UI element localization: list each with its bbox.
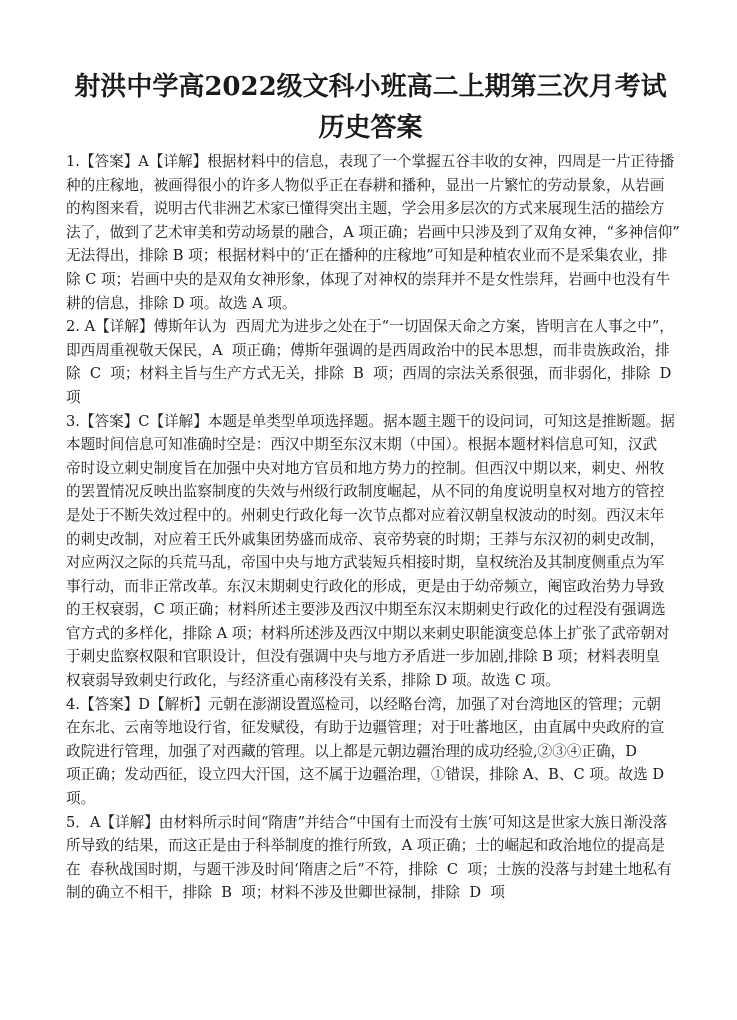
answer-line: 的罢置情况反映出监察制度的失效与州级行政制度崛起，从不同的角度说明皇权对地方的管控 <box>66 483 665 501</box>
answer-item-2 <box>66 315 675 409</box>
answer-line: 于刺史监察权限和官职设计，但没有强调中央与地方矛盾进一步加剧,排除 B 项；材料表明皇 <box>66 648 660 666</box>
answer-line: 的王权衰弱，C 项正确；材料所述主要涉及西汉中期至东汉末期刺史行政化的过程没有强调选 <box>66 601 666 619</box>
answer-line: 制的确立不相干，排除 B 项；材料不涉及世卿世禄制，排除 D 项 <box>66 884 505 902</box>
document-subtitle: 历史答案 <box>318 113 423 143</box>
answer-line: 所导致的结果，而这正是由于科举制度的推行所致，A 项正确；士的崛起和政治地位的提高是 <box>66 837 665 855</box>
answer-line: 是处于不断失效过程中的。州刺史行政化每一次节点都对应着汉朝皇权波动的时刻。西汉末年 <box>66 506 665 524</box>
answer-line: 项正确；发动西征，设立四大汗国，这不属于边疆治理，①错误，排除 A、B、C 项。故选 D <box>66 766 665 784</box>
answer-line: 事行动，而非正常改革。东汉末期刺史行政化的形成，更是由于幼帝频立，阉宦政治势力导致 <box>66 577 665 595</box>
answer-line: 本题时间信息可知准确时空是：西汉中期至东汉末期（中国）。根据本题材料信息可知，汉武 <box>66 436 658 454</box>
answer-line: 3.【答案】C【详解】本题是单类型单项选择题。据本题主题干的设问词，可知这是推断题。据 <box>66 412 675 430</box>
answer-line: 在东北、云南等地设行省，征发赋役，有助于边疆管理；对于吐蕃地区，由直属中央政府的宣 <box>66 719 665 737</box>
answer-item-1 <box>66 150 680 315</box>
answer-line: 4.【答案】D【解析】元朝在澎湖设置巡检司，以经略台湾，加强了对台湾地区的管理；元朝 <box>66 695 661 713</box>
answer-line: 无法得出，排除 B 项；根据材料中的‘正在播种的庄稼地”可知是种植农业而不是采集农业，排 <box>66 247 668 265</box>
answer-line: 1.【答案】A【详解】根据材料中的信息，表现了一个掌握五谷丰收的女神，四周是一片正待播 <box>66 153 675 170</box>
answer-line: 2. A【详解】傅斯年认为 西周尤为进步之处在于“一切固保天命之方案，皆明言在人事之中”， <box>66 318 674 336</box>
answer-line: 5．A【详解】由材料所示时间“隋唐”并结合“中国有士而没有士族’可知这是世家大族日渐没落 <box>66 813 668 831</box>
answer-item-5 <box>66 811 675 905</box>
answer-line: 官方式的多样化，排除 A 项；材料所述涉及西汉中期以来刺史职能演变总体上扩张了武帝朝对 <box>66 624 670 642</box>
answer-item-4 <box>66 693 675 811</box>
document-title: 射洪中学高2022级文科小班高二上期第三次月考试 <box>74 72 667 102</box>
answer-line: 法了，做到了艺术审美和劳动场景的融合，A 项正确；岩画中只涉及到了双角女神，“多神信仰” <box>66 223 680 241</box>
answer-line: 对应两汉之际的兵荒马乱，帝国中央与地方武装短兵相接时期，皇权统治及其制度侧重点为军 <box>66 554 665 572</box>
answer-line: 的刺史改制，对应着王氏外戚集团势盛而成帝、哀帝势衰的时期；王莽与东汉初的刺史改制， <box>66 530 665 548</box>
answer-line: 的构图来看，说明古代非洲艺术家已懂得突出主题，学会用多层次的方式来展现生活的描绘方 <box>66 200 665 218</box>
answer-line: 政院进行管理，加强了对西藏的管理。以上都是元朝边疆治理的成功经验,②③④正确，D <box>66 742 637 760</box>
answer-line: 在 春秋战国时期，与题干涉及时间‘隋唐之后”不符，排除 C 项；士族的没落与封建土地私有 <box>66 860 672 878</box>
answer-line: 权衰弱导致刺史行政化，与经济重心南移没有关系，排除 D 项。故选 C 项。 <box>66 672 560 690</box>
answer-line: 项。 <box>66 790 96 808</box>
answer-line: 除 C 项；材料主旨与生产方式无关，排除 B 项；西周的宗法关系很强，而非弱化，排除 D <box>66 365 672 383</box>
answer-item-3 <box>66 410 675 693</box>
answer-line: 除 C 项；岩画中央的是双角女神形象，体现了对神权的崇拜并不是女性崇拜，岩画中也没有牛 <box>66 270 671 288</box>
answer-line: 即西周重视敬天保民，A 项正确；傅斯年强调的是西周政治中的民本思想，而非贵族政治，排 <box>66 341 670 359</box>
answer-line: 种的庄稼地，被画得很小的许多人物似乎正在春耕和播种，显出一片繁忙的劳动景象，从岩画 <box>66 176 665 194</box>
answer-line: 项 <box>66 388 81 406</box>
answers-list <box>66 150 680 905</box>
answer-line: 耕的信息，排除 D 项。故选 A 项。 <box>66 294 297 312</box>
answer-line: 帝时设立刺史制度旨在加强中央对地方官员和地方势力的控制。但西汉中期以来，刺史、州牧 <box>66 459 665 477</box>
